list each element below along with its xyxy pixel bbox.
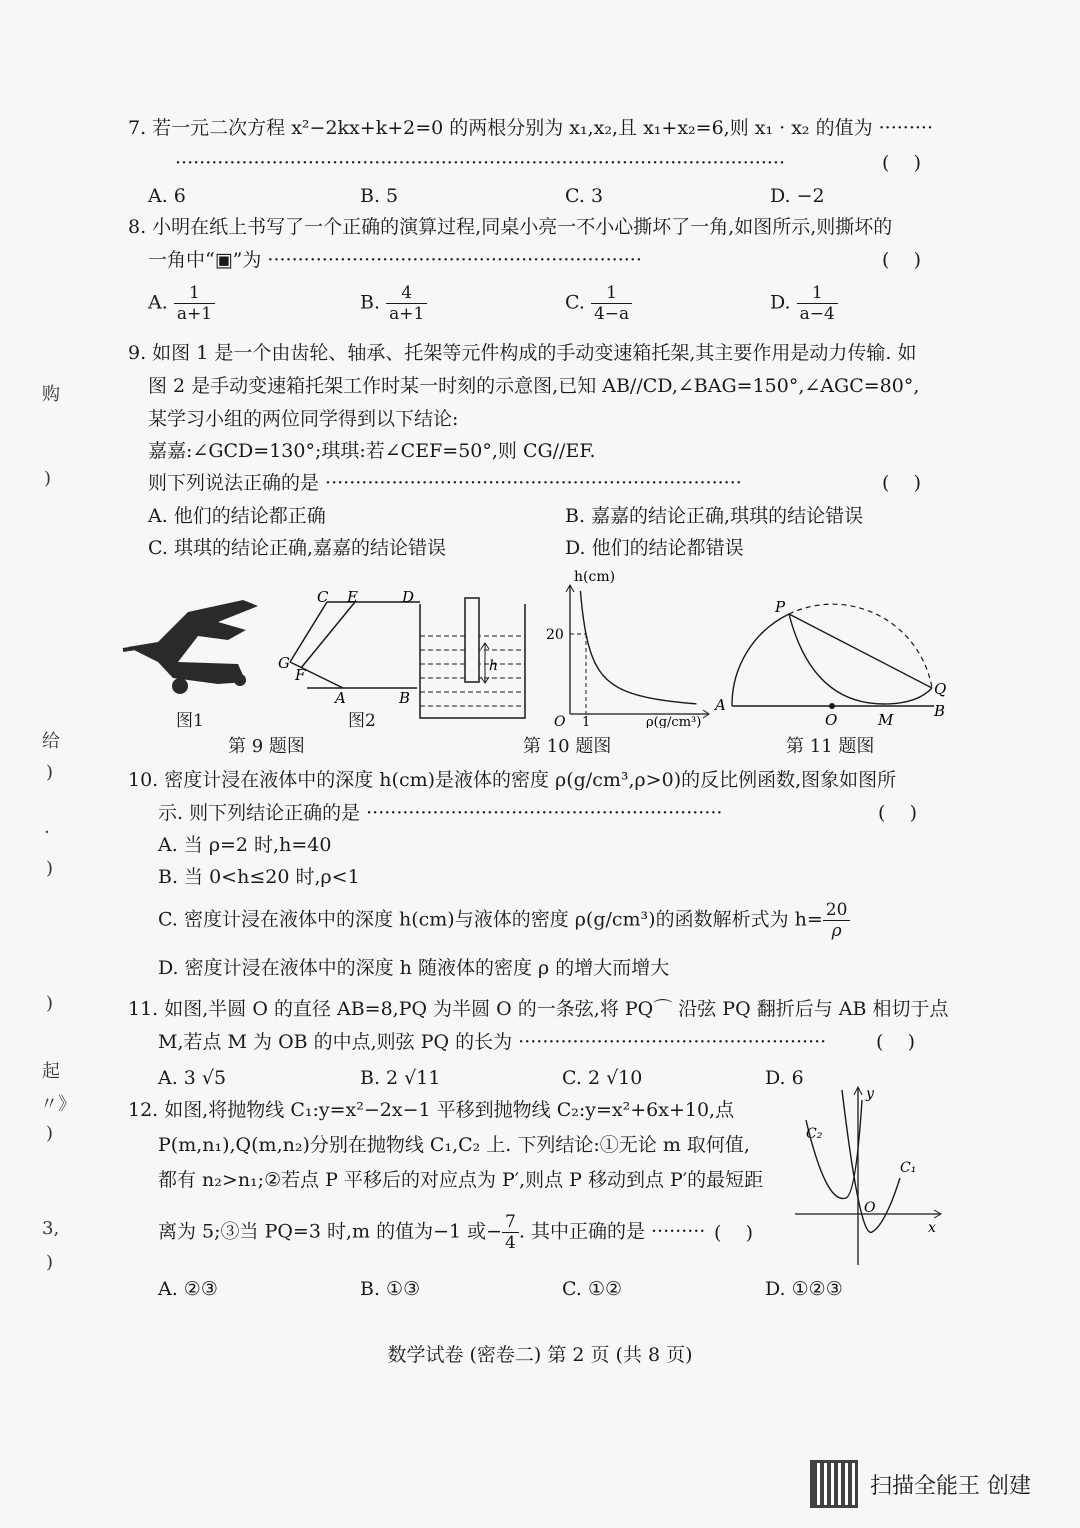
- question-9-stem-line4: 嘉嘉:∠GCD=130°;琪琪:若∠CEF=50°,则 CG//EF.: [148, 440, 596, 462]
- margin-mark: ): [46, 762, 54, 783]
- question-9-stem-line2: 图 2 是手动变速箱托架工作时某一时刻的示意图,已知 AB//CD,∠BAG=150°,∠AGC=80°,: [148, 375, 920, 397]
- question-10-stem: 10. 密度计浸在液体中的深度 h(cm)是液体的密度 ρ(g/cm³,ρ>0)的反比例函数,图象如图所: [128, 769, 897, 791]
- gearbox-bracket-illustration: [118, 592, 263, 702]
- parabola-c2: [806, 1100, 862, 1199]
- margin-mark: ): [44, 468, 52, 489]
- question-12-parabolas: [790, 1080, 950, 1270]
- option-a: A. 他们的结论都正确: [148, 505, 326, 527]
- question-12-stem-line2: P(m,n₁),Q(m,n₂)分别在抛物线 C₁,C₂ 上. 下列结论:①无论 m 取何值,: [158, 1134, 750, 1156]
- label-p: P: [775, 598, 786, 616]
- inverse-proportion-curve: [580, 591, 696, 704]
- question-12-stem: 12. 如图,将抛物线 C₁:y=x²−2x−1 平移到抛物线 C₂:y=x²+6x+10,点: [128, 1099, 735, 1121]
- margin-mark: 〃》: [40, 1094, 76, 1115]
- margin-mark: ·: [44, 822, 50, 843]
- densimeter-tank-diagram: [415, 596, 530, 724]
- label-d: D: [402, 588, 415, 606]
- qr-code-icon: [810, 1460, 858, 1508]
- option-b: B. 5: [360, 185, 399, 207]
- label-h: h: [489, 658, 499, 674]
- y-tick-20: 20: [546, 627, 564, 643]
- option-c: C. 琪琪的结论正确,嘉嘉的结论错误: [148, 537, 446, 559]
- page-footer: 数学试卷 (密卷二) 第 2 页 (共 8 页): [387, 1344, 693, 1366]
- fraction: $\frac{7}{4}$: [502, 1212, 519, 1253]
- option-c: C. $\frac{1}{4-a}$: [565, 283, 632, 324]
- label-c2: C₂: [806, 1126, 823, 1142]
- margin-mark: 3,: [42, 1218, 60, 1239]
- label-m: M: [878, 711, 894, 728]
- answer-bracket: ( ): [714, 1222, 753, 1244]
- figure-2-caption: 图2: [348, 711, 376, 731]
- question-12-stem-line3: 都有 n₂>n₁;②若点 P 平移后的对应点为 P′,则点 P 移动到点 P′的最短距: [158, 1169, 764, 1191]
- fraction: $\frac{4}{a+1}$: [386, 283, 427, 324]
- origin-label: O: [864, 1200, 876, 1216]
- question-9-figure-caption: 第 9 题图: [228, 736, 305, 757]
- question-9-stem: 9. 如图 1 是一个由齿轮、轴承、托架等元件构成的手动变速箱托架,其主要作用是动力传输. 如: [128, 342, 917, 364]
- answer-bracket: ( ): [882, 249, 921, 271]
- option-a: A. ②③: [158, 1278, 218, 1300]
- origin-label: O: [554, 714, 566, 728]
- answer-bracket: ( ): [882, 152, 921, 174]
- figure-1-caption: 图1: [176, 711, 204, 731]
- question-10-graph: [540, 566, 715, 728]
- fraction: $\frac{1}{4-a}$: [591, 283, 632, 324]
- margin-mark: 给: [42, 731, 60, 752]
- question-9-stem-line5: 则下列说法正确的是 ·····································································: [148, 472, 742, 494]
- question-8-stem: 8. 小明在纸上书写了一个正确的演算过程,同桌小亮一不小心撕坏了一角,如图所示,则撕坏的: [128, 216, 893, 238]
- question-11-stem-line2: M,若点 M 为 OB 的中点,则弦 PQ 的长为 ···················································: [158, 1031, 827, 1053]
- y-axis-label: h(cm): [574, 569, 616, 585]
- option-c: C. 3: [565, 185, 604, 207]
- scanner-watermark: [810, 1460, 1031, 1508]
- option-c: C. 2 √10: [562, 1067, 643, 1089]
- question-11-stem: 11. 如图,半圆 O 的直径 AB=8,PQ 为半圆 O 的一条弦,将 PQ⌒ 沿弦 PQ 翻折后与 AB 相切于点: [128, 998, 949, 1020]
- option-b: B. 嘉嘉的结论正确,琪琪的结论错误: [565, 505, 864, 527]
- option-a: A. $\frac{1}{a+1}$: [148, 283, 215, 324]
- margin-mark: 起: [42, 1061, 60, 1082]
- question-7-dots: ·····································································································: [175, 152, 785, 174]
- densimeter: [465, 598, 479, 682]
- answer-bracket: ( ): [878, 802, 917, 824]
- answer-bracket: ( ): [876, 1031, 915, 1053]
- x-axis-label: x: [928, 1220, 936, 1236]
- option-b: B. $\frac{4}{a+1}$: [360, 283, 427, 324]
- option-a: A. 3 √5: [158, 1067, 227, 1089]
- fraction: $\frac{20}{\rho}$: [823, 900, 851, 941]
- label-q: Q: [934, 680, 947, 698]
- question-10-stem-line2: 示. 则下列结论正确的是 ···························································: [158, 802, 723, 824]
- option-d: D. 密度计浸在液体中的深度 h 随液体的密度 ρ 的增大而增大: [158, 957, 670, 979]
- label-c: C: [317, 588, 329, 606]
- option-b: B. 当 0<h≤20 时,ρ<1: [158, 866, 360, 888]
- option-d: D. ①②③: [765, 1278, 843, 1300]
- fraction: $\frac{1}{a-4}$: [797, 283, 838, 324]
- margin-mark: ): [46, 993, 54, 1014]
- option-b: B. 2 √11: [360, 1067, 441, 1089]
- question-11-figure-caption: 第 11 题图: [786, 736, 875, 757]
- option-c: C. ①②: [562, 1278, 623, 1300]
- label-g: G: [278, 654, 290, 672]
- label-b: B: [934, 702, 946, 720]
- margin-mark: ): [46, 858, 54, 879]
- question-11-semicircle: [712, 592, 952, 728]
- label-a: A: [715, 696, 726, 714]
- option-d: D. 他们的结论都错误: [565, 537, 744, 559]
- x-tick-1: 1: [582, 715, 591, 728]
- option-b: B. ①③: [360, 1278, 421, 1300]
- option-d: D. $\frac{1}{a-4}$: [770, 283, 838, 324]
- segment-cg: [290, 602, 327, 662]
- label-o: O: [825, 711, 838, 728]
- answer-bracket: ( ): [882, 472, 921, 494]
- option-a: A. 6: [148, 185, 186, 207]
- question-10-figure-caption: 第 10 题图: [523, 736, 612, 757]
- label-a: A: [335, 689, 346, 706]
- question-12-stem-line4: 离为 5;③当 PQ=3 时,m 的值为−1 或− $\frac{7}{4}$ . 其中正确的是 ·········: [158, 1212, 706, 1253]
- option-d: D. −2: [770, 185, 825, 207]
- margin-mark: ): [46, 1252, 54, 1273]
- option-d: D. 6: [765, 1067, 804, 1089]
- question-8-stem-line2: 一角中“▣”为 ······························································: [148, 249, 642, 271]
- y-axis-label: y: [866, 1086, 874, 1102]
- option-c: C. 密度计浸在液体中的深度 h(cm)与液体的密度 ρ(g/cm³)的函数解析式为 h= $\frac{20}{\rho}$: [158, 900, 850, 941]
- option-a: A. 当 ρ=2 时,h=40: [158, 834, 332, 856]
- label-b: B: [399, 689, 411, 706]
- label-e: E: [347, 588, 358, 606]
- fraction: $\frac{1}{a+1}$: [174, 283, 215, 324]
- segment-ef: [301, 602, 355, 668]
- margin-mark: 购: [42, 384, 60, 405]
- label-c1: C₁: [900, 1160, 917, 1176]
- margin-mark: ): [46, 1123, 54, 1144]
- figure-2-diagram: [275, 588, 425, 706]
- x-axis-label: ρ(g/cm³): [646, 715, 702, 728]
- question-7-stem: 7. 若一元二次方程 x²−2kx+k+2=0 的两根分别为 x₁,x₂,且 x₁+x₂=6,则 x₁ · x₂ 的值为 ·········: [128, 117, 933, 139]
- scanner-text: 扫描全能王 创建: [870, 1473, 1031, 1499]
- label-f: F: [295, 666, 306, 684]
- question-9-stem-line3: 某学习小组的两位同学得到以下结论:: [148, 408, 459, 430]
